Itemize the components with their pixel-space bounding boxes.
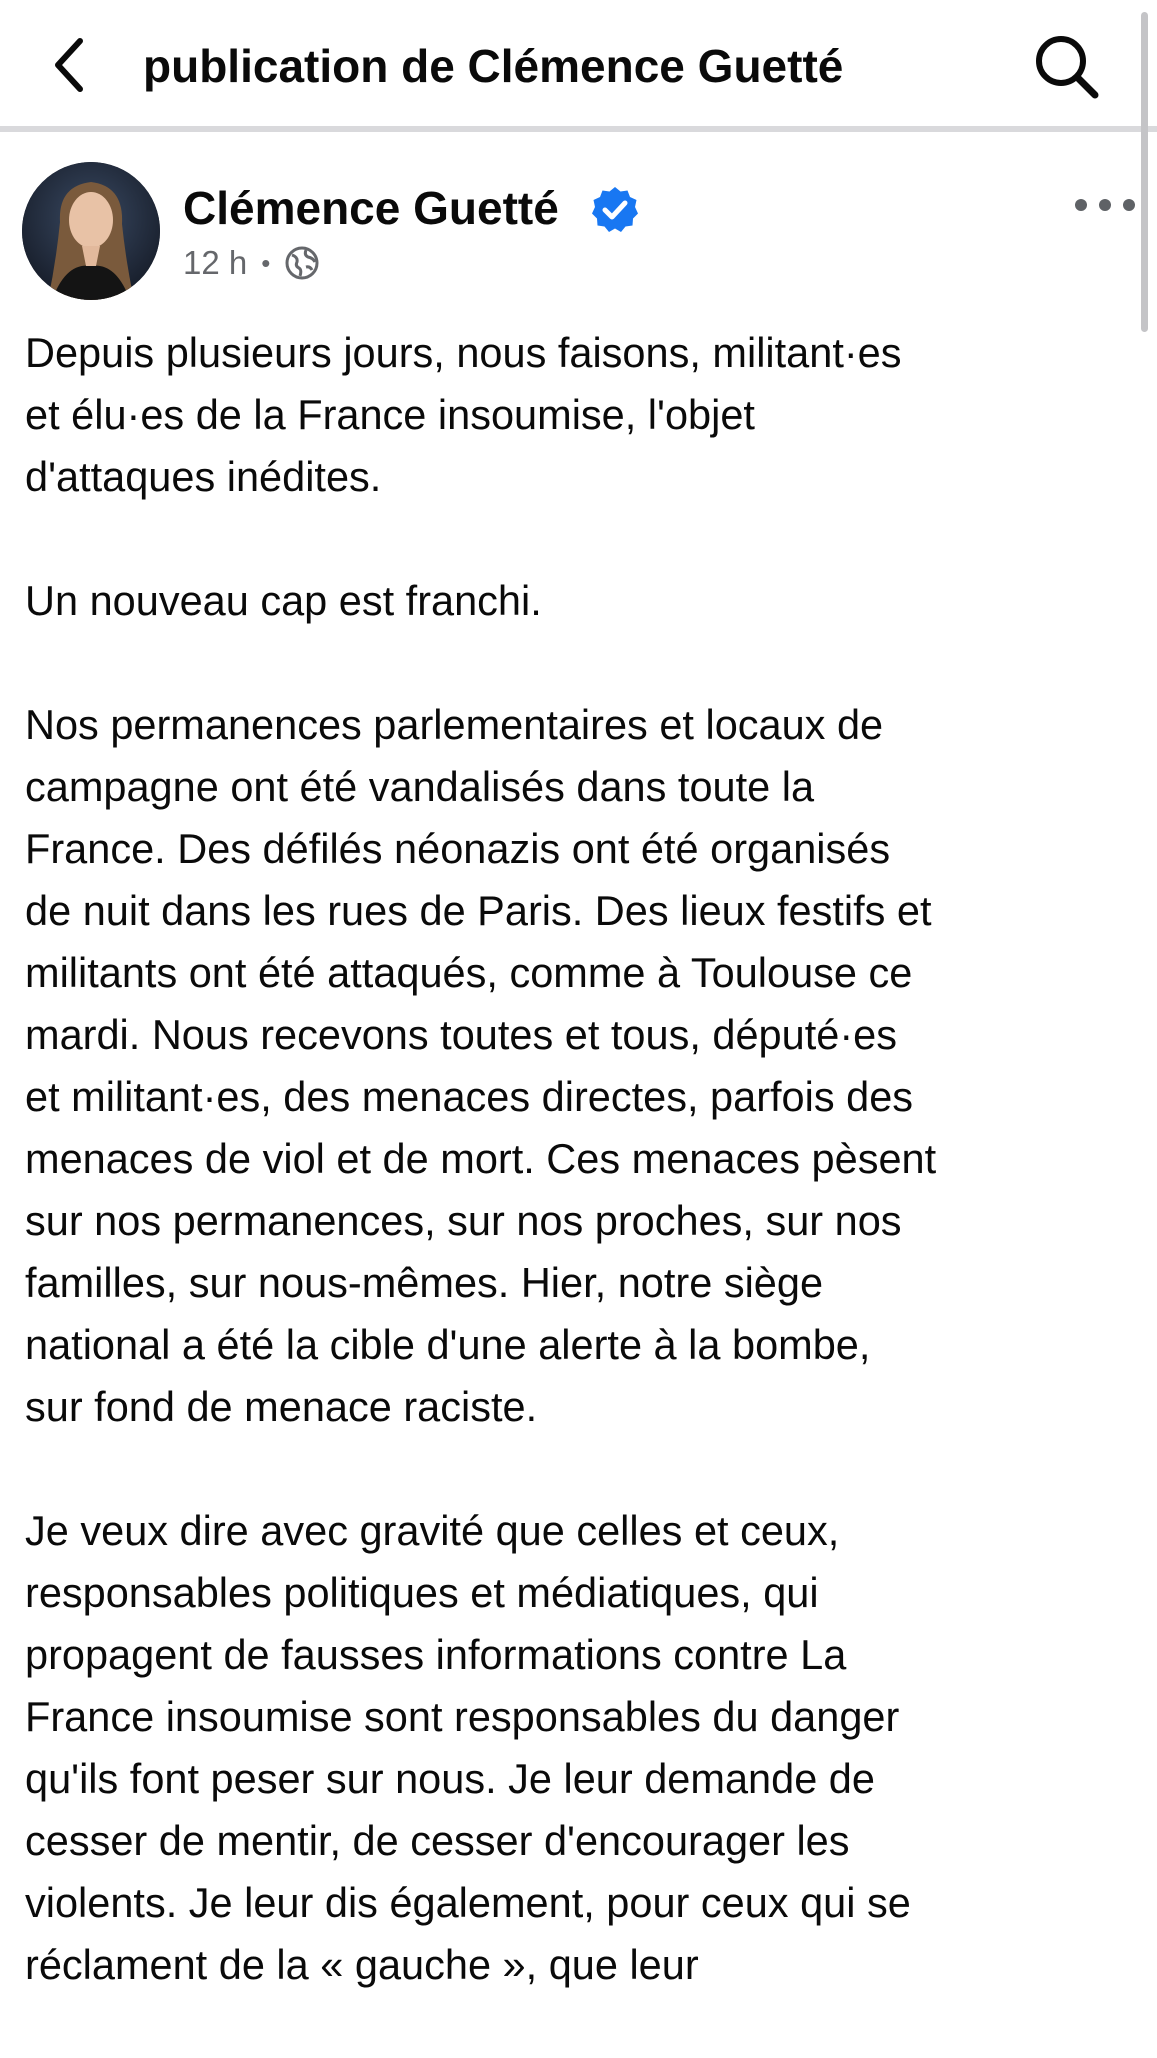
- post-text: [25, 322, 1135, 2058]
- top-bar: [0, 0, 1157, 132]
- verified-badge-icon: [590, 185, 640, 235]
- search-button[interactable]: [1028, 28, 1104, 104]
- post-time[interactable]: 12 h: [183, 244, 248, 281]
- more-options-button[interactable]: [1075, 185, 1135, 225]
- chevron-left-icon: [50, 35, 90, 95]
- more-dot: [1075, 199, 1087, 211]
- post-meta: [183, 240, 320, 286]
- author-name[interactable]: Clémence Guetté: [183, 182, 559, 234]
- post-paragraph: Depuis plusieurs jours, nous faisons, militant·es et élu·es de la France insoumise, l'objet d'attaques inédites.: [25, 329, 902, 500]
- back-button[interactable]: [40, 30, 100, 100]
- search-icon: [1031, 31, 1101, 101]
- more-dot: [1099, 199, 1111, 211]
- more-dot: [1123, 199, 1135, 211]
- profile-photo: [22, 162, 160, 300]
- page-title: publication de Clémence Guetté: [143, 40, 844, 92]
- globe-icon: [284, 245, 320, 281]
- avatar[interactable]: [22, 162, 160, 300]
- scrollbar[interactable]: [1141, 12, 1148, 332]
- meta-separator: •: [261, 247, 271, 278]
- post-paragraph: Je veux dire avec gravité que celles et ceux, responsables politiques et médiatiques, qui propagent de fausses informations contre La France insoumise sont responsables du danger qu'ils font peser sur nous. Je leur demande de cesser de mentir, de cesser d'encourager les violents. Je leur dis également, pour ceux qui se réclament de la « gauche », que leur: [25, 1507, 911, 1988]
- post-paragraph: Nos permanences parlementaires et locaux de campagne ont été vandalisés dans toute la France. Des défilés néonazis ont été organisés de nuit dans les rues de Paris. Des lieux festifs et militants ont été attaqués, comme à Toulouse ce mardi. Nous recevons toutes et tous, député·es et militant·es, des menaces directes, parfois des menaces de viol et de mort. Ces menaces pèsent sur nos permanences, sur nos proches, sur nos familles, sur nous-mêmes. Hier, notre siège national a été la cible d'une alerte à la bombe, sur fond de menace raciste.: [25, 701, 937, 1430]
- post-paragraph: Un nouveau cap est franchi.: [25, 577, 542, 624]
